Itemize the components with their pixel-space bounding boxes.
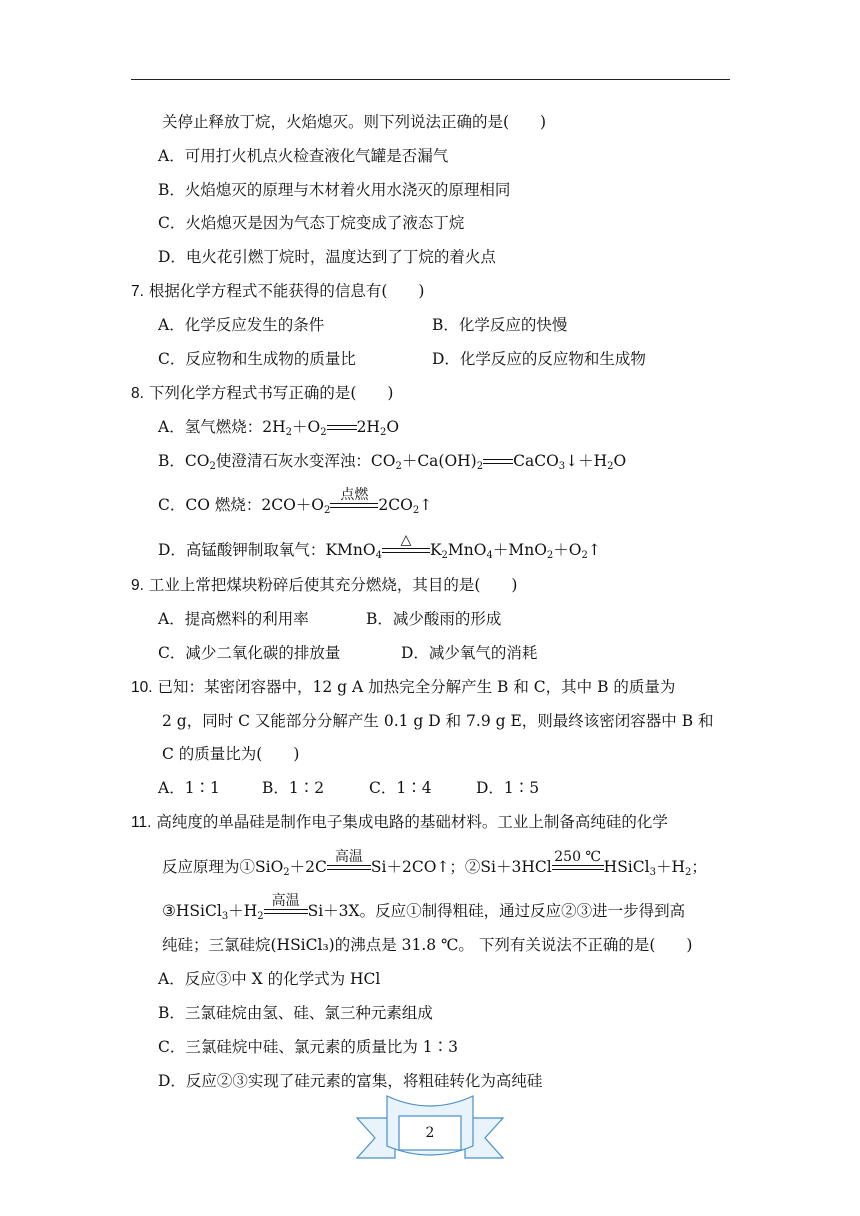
condition-text: 高温 [271,893,300,909]
q7-option-b: B．化学反应的快慢 [432,316,568,334]
header-rule [131,79,730,80]
q6-stem: 关停止释放丁烷，火焰熄灭。则下列说法正确的是( ) [162,113,547,131]
q11-option-d: D．反应②③实现了硅元素的富集，将粗硅转化为高纯硅 [158,1072,543,1090]
q9-stem-text: 工业上常把煤块粉碎后使其充分燃烧，其目的是( ) [148,576,518,594]
q7-number: 7. [131,283,144,300]
q11-line-1 [131,812,668,833]
condition-text: △ [400,532,412,548]
q11-option-b: B．三氯硅烷由氢、硅、氯三种元素组成 [158,1004,433,1022]
q11-reaction-line-2: $③HSiCl_3+H_2$ 高温 Si＋3X。反应①制得粗硅，通过反应②③进一步得到高 [162,893,686,922]
q8-c-label: C．CO 燃烧： [158,496,262,514]
q8-stem [131,383,393,404]
reaction-condition [327,849,371,877]
q10-option-c: C．1∶4 [369,779,432,797]
q11-number: 11. [131,814,152,831]
q6-option-d: D．电火花引燃丁烷时，温度达到了丁烷的着火点 [158,248,496,266]
page-number: 2 [425,1125,435,1141]
q7-option-d: D．化学反应的反应物和生成物 [432,350,646,368]
q8-b-text: 使澄清石灰水变浑浊： [215,452,371,470]
q8-stem-text: 下列化学方程式书写正确的是( ) [148,384,394,402]
reaction-condition [330,487,378,515]
q7-stem-text: 根据化学方程式不能获得的信息有( ) [148,282,425,300]
q11-r1-pre: 反应原理为①SiO [162,858,284,876]
page-number-ribbon [355,1094,505,1164]
q9-option-c: C．减少二氧化碳的排放量 [158,644,341,662]
q9-option-d: D．减少氧气的消耗 [401,644,538,662]
q7-stem [131,281,424,302]
condition-text: 点燃 [340,487,369,503]
equals-sign [327,417,357,437]
q7-option-a: A．化学反应发生的条件 [158,316,325,334]
q8-option-b: B．$CO_2$使澄清石灰水变浑浊：$CO_2+Ca(OH)_2$ $CaCO_3↓+H_2O$ [158,452,627,472]
q6-option-a: A．可用打火机点火检查液化气罐是否漏气 [158,147,449,165]
reaction-condition [264,893,308,921]
q8-a-label: A．氢气燃烧： [158,418,263,436]
q8-number: 8. [131,385,144,402]
q11-reaction-line: 反应原理为①SiO$_2$＋2C 高温 Si＋2CO↑；②Si＋3HCl 250 ℃ $HSiCl_3+H_2$； [162,849,707,878]
q8-d-label: D．高锰酸钾制取氧气： [158,541,326,559]
q7-option-c: C．反应物和生成物的质量比 [158,350,356,368]
q10-text-1: 已知：某密闭容器中，12 g A 加热完全分解产生 B 和 C，其中 B 的质量为 [157,678,676,696]
q8-option-c: C．CO 燃烧：$2CO+O_2$ 点燃 $2CO_2↑$ [158,487,433,516]
q6-option-b: B．火焰熄灭的原理与木材着火用水浇灭的原理相同 [158,181,511,199]
q9-number: 9. [131,577,144,594]
equals-sign [483,451,513,471]
q11-line-4: 纯硅；三氯硅烷(HSiCl₃)的沸点是 31.8 ℃。 下列有关说法不正确的是( ) [162,936,693,954]
q10-option-a: A．1∶1 [158,779,220,797]
q9-option-b: B．减少酸雨的形成 [366,610,502,628]
q9-option-a: A．提高燃料的利用率 [158,610,309,628]
condition-text: 250 ℃ [554,849,602,865]
q10-option-b: B．1∶2 [262,779,325,797]
q11-option-a: A．反应③中 X 的化学式为 HCl [158,970,381,988]
q10-option-d: D．1∶5 [476,779,540,797]
q10-line-3: C 的质量比为( ) [162,745,300,763]
reaction-condition [382,532,430,560]
q8-option-d: D．高锰酸钾制取氧气：KMnO$_4$ △ $K_2MnO_4+MnO_2+O_2↑$ [158,532,601,561]
q11-line3-post: 。反应①制得粗硅，通过反应②③进一步得到高 [359,902,686,920]
q10-line-2: 2 g，同时 C 又能部分分解产生 0.1 g D 和 7.9 g E，则最终该密闭容器中 B 和 [162,712,714,730]
q10-number: 10. [131,679,153,696]
q6-option-c: C．火焰熄灭是因为气态丁烷变成了液态丁烷 [158,214,465,232]
condition-text: 高温 [334,849,363,865]
q9-stem [131,575,517,596]
q10-line-1 [131,677,675,698]
q8-option-a: A．氢气燃烧：$2H_2+O_2$ $2H_2O$ [158,418,400,438]
q11-option-c: C．三氯硅烷中硅、氯元素的质量比为 1∶3 [158,1038,459,1056]
q11-text-1: 高纯度的单晶硅是制作电子集成电路的基础材料。工业上制备高纯硅的化学 [156,813,668,831]
q8-b-label: B．CO [158,452,210,470]
reaction-condition [552,849,604,877]
